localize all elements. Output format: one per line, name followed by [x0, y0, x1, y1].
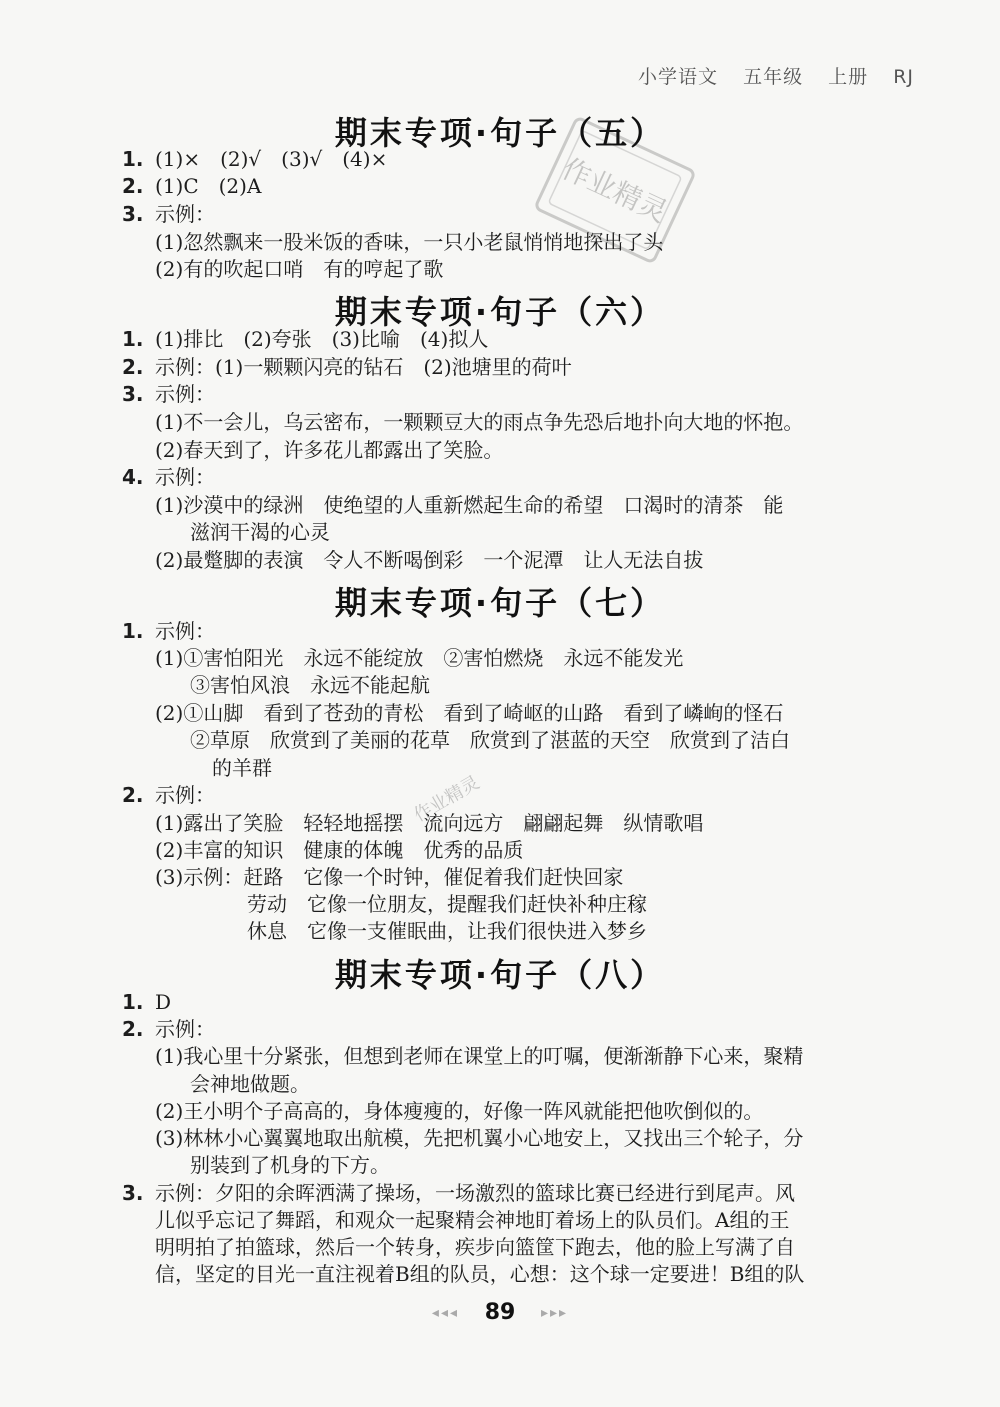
header-subject: 小学语文 [638, 66, 719, 88]
s7-q2-label: 示例： [155, 783, 215, 807]
s8-q2-line1: (1)我心里十分紧张，但想到老师在课堂上的叮嘱，便渐渐静下心来，聚精 [155, 1044, 804, 1068]
s6-q4-line2: 滋润干渴的心灵 [190, 520, 330, 544]
section-title-6: 期末专项·句子（六） [334, 293, 666, 331]
s7-q1-line2: ③害怕风浪 永远不能起航 [190, 673, 430, 697]
s5-q2-answer: (1)C (2)A [155, 174, 262, 198]
s8-q1-answer: D [155, 990, 172, 1014]
header-volume: 上册 [828, 66, 869, 88]
s6-q4-line1: (1)沙漠中的绿洲 使绝望的人重新燃起生命的希望 口渴时的清茶 能 [155, 493, 784, 517]
s8-q3-line1: 示例：夕阳的余晖洒满了操场，一场激烈的篮球比赛已经进行到尾声。风 [155, 1181, 795, 1205]
s8-q2-line2: 会神地做题。 [190, 1072, 310, 1096]
s8-q2-line5: 别装到了机身的下方。 [190, 1153, 390, 1177]
s6-q3-line2: (2)春天到了，许多花儿都露出了笑脸。 [155, 438, 504, 462]
section-title-7: 期末专项·句子（七） [334, 584, 666, 622]
s5-q2-number: 2. [122, 174, 144, 198]
s6-q3-line1: (1)不一会儿，乌云密布，一颗颗豆大的雨点争先恐后地扑向大地的怀抱。 [155, 410, 804, 434]
s8-q1-number: 1. [122, 990, 144, 1014]
s7-q2-line5: 休息 它像一支催眠曲，让我们很快进入梦乡 [247, 919, 647, 943]
s6-q1-answer: (1)排比 (2)夸张 (3)比喻 (4)拟人 [155, 327, 489, 351]
s8-q2-line3: (2)王小明个子高高的，身体瘦瘦的，好像一阵风就能把他吹倒似的。 [155, 1099, 764, 1123]
s7-q1-line1: (1)①害怕阳光 永远不能绽放 ②害怕燃烧 永远不能发光 [155, 646, 684, 670]
header-edition: RJ [893, 66, 914, 88]
s8-q3-line4: 信，坚定的目光一直注视着B组的队员，心想：这个球一定要进！B组的队 [155, 1262, 805, 1286]
s5-q3-line2: (2)有的吹起口哨 有的哼起了歌 [155, 257, 444, 281]
s7-q1-number: 1. [122, 619, 144, 643]
s6-q4-number: 4. [122, 465, 144, 489]
section-title-5: 期末专项·句子（五） [334, 114, 666, 152]
s7-q1-label: 示例： [155, 619, 215, 643]
s8-q2-number: 2. [122, 1017, 144, 1041]
watermark-text: 作业精灵 [557, 151, 673, 230]
s7-q2-line3: (3)示例：赶路 它像一个时钟，催促着我们赶快回家 [155, 865, 624, 889]
s5-q3-line1: (1)忽然飘来一股米饭的香味，一只小老鼠悄悄地探出了头 [155, 230, 664, 254]
s6-q3-label: 示例： [155, 382, 215, 406]
s6-q2-number: 2. [122, 355, 144, 379]
s6-q1-number: 1. [122, 327, 144, 351]
s7-q2-line1: (1)露出了笑脸 轻轻地摇摆 流向远方 翩翩起舞 纵情歌唱 [155, 811, 704, 835]
right-arrows-icon: ▸▸▸ [540, 1305, 569, 1321]
watermark-text-small: 作业精灵 [410, 772, 484, 827]
s6-q3-number: 3. [122, 382, 144, 406]
header-grade: 五年级 [743, 66, 804, 88]
s8-q3-line2: 儿似乎忘记了舞蹈，和观众一起聚精会神地盯着场上的队员们。A组的王 [155, 1208, 790, 1232]
s8-q2-label: 示例： [155, 1017, 215, 1041]
s8-q2-line4: (3)林林小心翼翼地取出航模，先把机翼小心地安上，又找出三个轮子，分 [155, 1126, 804, 1150]
s8-q3-line3: 明明拍了拍篮球，然后一个转身，疾步向篮筐下跑去，他的脸上写满了自 [155, 1235, 795, 1259]
s7-q1-line3: (2)①山脚 看到了苍劲的青松 看到了崎岖的山路 看到了嶙峋的怪石 [155, 701, 784, 725]
s7-q2-line4: 劳动 它像一位朋友，提醒我们赶快补种庄稼 [247, 892, 647, 916]
left-arrows-icon: ◂◂◂ [431, 1305, 460, 1321]
s7-q1-line5: 的羊群 [212, 756, 272, 780]
s5-q3-number: 3. [122, 202, 144, 226]
s5-q1-answer: (1)× (2)√ (3)√ (4)× [155, 147, 388, 171]
s5-q1-number: 1. [122, 147, 144, 171]
page-number: 89 [484, 1300, 516, 1325]
s7-q2-line2: (2)丰富的知识 健康的体魄 优秀的品质 [155, 838, 524, 862]
s6-q4-line3: (2)最蹩脚的表演 令人不断喝倒彩 一个泥潭 让人无法自拔 [155, 548, 704, 572]
s5-q3-label: 示例： [155, 202, 215, 226]
page-footer [0, 1300, 1000, 1325]
s7-q1-line4: ②草原 欣赏到了美丽的花草 欣赏到了湛蓝的天空 欣赏到了洁白 [190, 728, 790, 752]
page-header [620, 62, 914, 89]
s6-q2-answer: 示例：(1)一颗颗闪亮的钻石 (2)池塘里的荷叶 [155, 355, 572, 379]
section-title-8: 期末专项·句子（八） [334, 956, 666, 994]
s6-q4-label: 示例： [155, 465, 215, 489]
s7-q2-number: 2. [122, 783, 144, 807]
s8-q3-number: 3. [122, 1181, 144, 1205]
